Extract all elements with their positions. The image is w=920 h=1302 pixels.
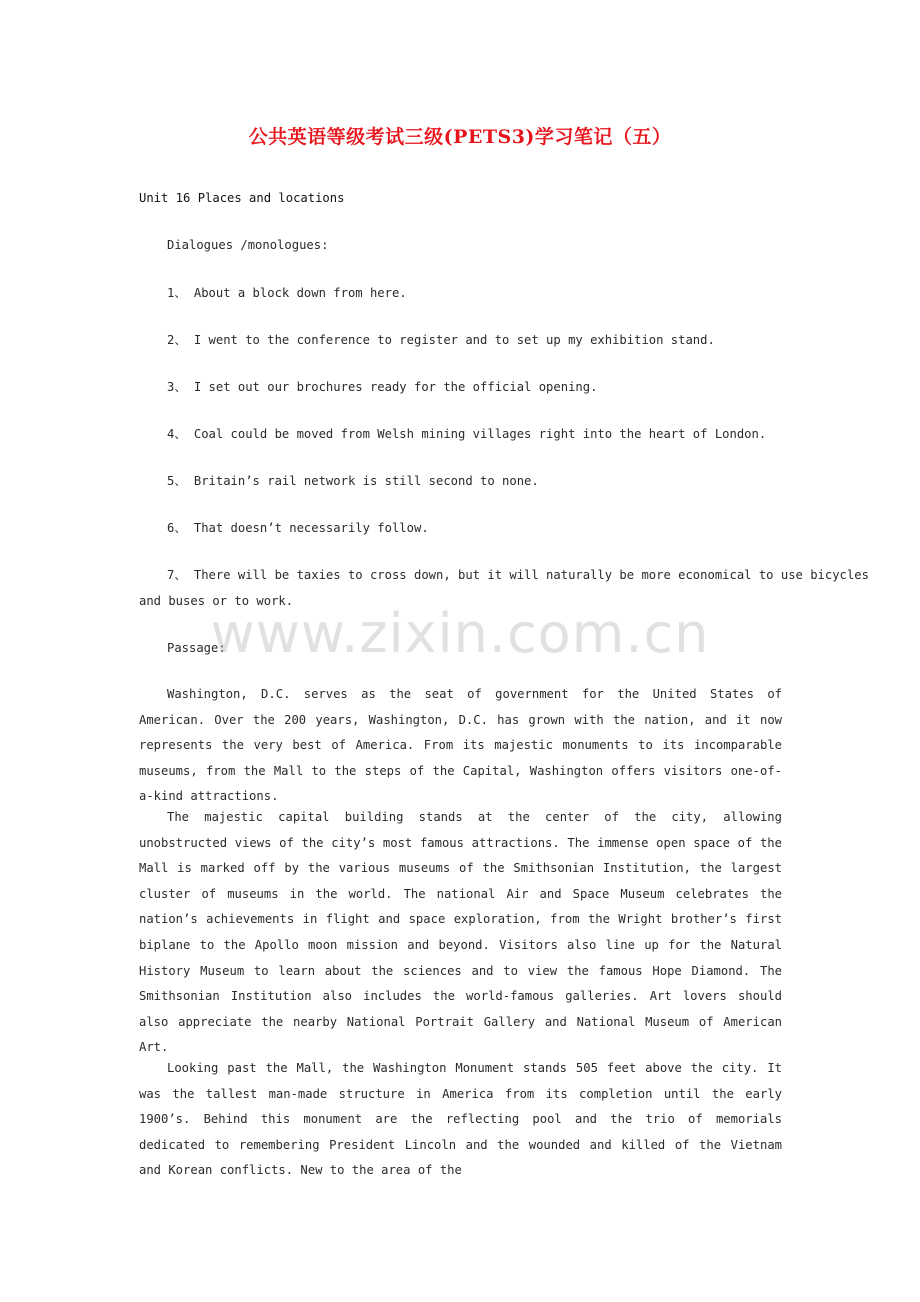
watermark: www.zixin.com.cn (210, 602, 710, 665)
dialogue-item-3: 3、 I set out our brochures ready for the official opening. (167, 380, 598, 394)
passage-paragraph-2: The majestic capital building stands at the center of the city, allowing unobstructed views of the city’s most famous attractions. The immense open space of the Mall is marked off by the various museums of the Smithsonian Institution, the largest cluster of museums in the world. The national Air and Space Museum celebrates the nation’s achievements in flight and space exploration, from the Wright brother’s first biplane to the Apollo moon mission and beyond. Visitors also line up for the Natural History Museum to learn about the sciences and to view the famous Hope Diamond. The Smithsonian Institution also includes the world-famous galleries. Art lovers should also appreciate the nearby National Portrait Gallery and National Museum of American Art. (139, 810, 782, 1055)
document-title: 公共英语等级考试三级(PETS3)学习笔记（五） (248, 126, 672, 148)
passage-paragraph-3: Looking past the Mall, the Washington Monument stands 505 feet above the city. It was the tallest man-made structure in America from its completion until the early 1900’s. Behind this monument are the reflecting pool and the trio of memorials dedicated to remembering President Lincoln and the wounded and killed of the Vietnam and Korean conflicts. New to the area of the (139, 1061, 782, 1178)
dialogue-item-7: 7、 There will be taxies to cross down, but it will naturally be more economical to use bicycles (167, 568, 869, 582)
dialogue-item-5: 5、 Britain’s rail network is still second to none. (167, 474, 539, 488)
passage-paragraph-1: Washington, D.C. serves as the seat of government for the United States of American. Over the 200 years, Washington, D.C. has grown with the nation, and it now represents the very best of America. From its majestic monuments to its incomparable museums, from the Mall to the steps of the Capital, Washington offers visitors one-of-a-kind attractions. (139, 687, 782, 804)
dialogue-item-4: 4、 Coal could be moved from Welsh mining villages right into the heart of London. (167, 427, 767, 441)
dialogue-item-2: 2、 I went to the conference to register and to set up my exhibition stand. (167, 333, 715, 347)
dialogues-label: Dialogues /monologues: (167, 238, 329, 252)
dialogue-item-7-continued: and buses or to work. (139, 594, 294, 608)
unit-heading: Unit 16 Places and locations (139, 191, 345, 205)
passage-label: Passage: (167, 641, 226, 655)
dialogue-item-1: 1、 About a block down from here. (167, 286, 407, 300)
dialogue-item-6: 6、 That doesn’t necessarily follow. (167, 521, 429, 535)
